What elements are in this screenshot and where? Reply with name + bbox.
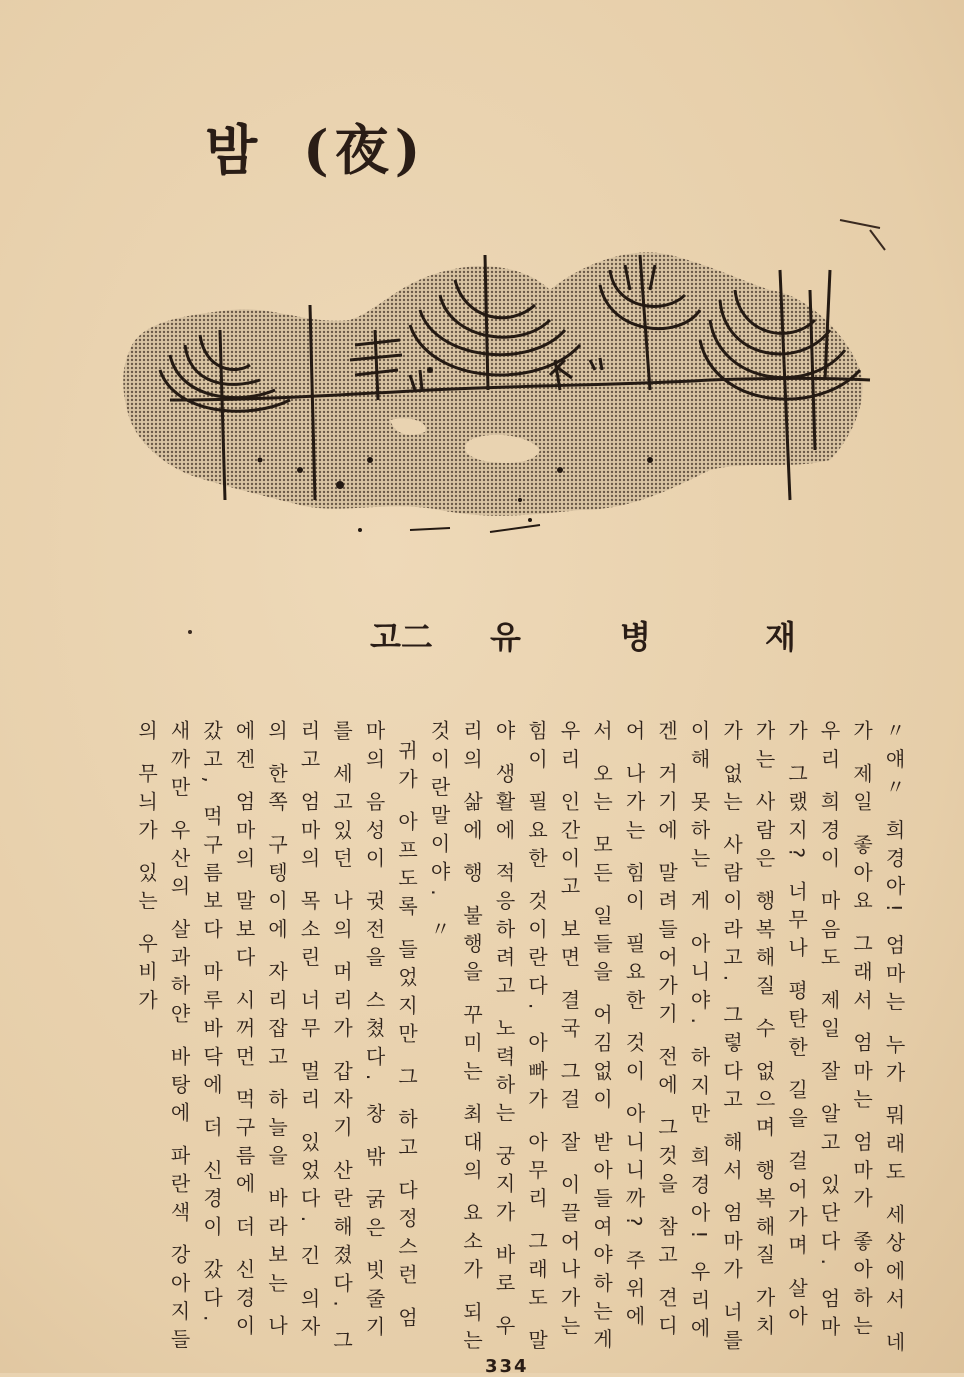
- page-title: [205, 108, 426, 185]
- night-landscape-illustration: [110, 210, 900, 550]
- body-text: [130, 720, 910, 1360]
- author-name-3: 재: [765, 618, 796, 656]
- author-name-2: 병: [620, 618, 651, 656]
- page-number: 334: [485, 1356, 529, 1377]
- vertical-text-area: [90, 720, 910, 1360]
- author-name-1: 유: [490, 618, 521, 656]
- author-grade: 고二: [370, 618, 433, 656]
- paragraph-1: 〃얘〃 희경아! 엄마는 누가 뭐래도 세상에서 네가 제일 좋아요 그래서 엄마는 엄마가 좋아하는 우리 희경이 마음도 제일 잘 알고 있단다. 엄마가 그랬지? 너무나 평탄한 길을 걸어가며 살아가는 사람은 행복해질 수 없으며 행복해질 가치가 없는 사람이라고. 그렇다고 해서 엄마가 너를 이해 못하는 게 아니야. 하지만 희경아! 우리에겐 거기에 말려들어가기 전에 그것을 참고 견디어 나가는 힘이 필요한 것이 아니니까? 주위에서 오는 모든 일들을 어김없이 받아들여야하는게 우리 인간이고 보면 결국 그걸 잘 이끌어나가는 힘이 필요한 것이란다. 아빠가 아무리 그래도 말야 생활에 적응하려고 노력하는 궁지가 바로 우리의 삶에 행 불행을 꾸미는 최대의 요소가 되는 것이란말이야. 〃: [427, 720, 906, 1360]
- decorative-dot: [188, 630, 192, 634]
- author-line: [370, 612, 820, 662]
- title-korean: 밤: [205, 118, 264, 182]
- title-hanja: (夜): [303, 118, 427, 182]
- paragraph-2: 귀가 아프도록 들었지만 그 하고 다정스런 엄마의 음성이 귓전을 스쳤다. 창 밖 굵은 빗줄기를 세고있던 나의 머리가 갑자기 산란해졌다. 그리고 엄마의 목소린 너무 멀리 있었다. 긴 의자의 한쪽 구텡이에 자리잡고 하늘을 바라보는 나에겐 엄마의 말보다 시꺼먼 먹구름에 더 신경이 갔고, 먹구름보다 마루바닥에 더 신경이 갔다. 새까만 우산의 살과하얀 바탕에 파란색 강아지들의 무늬가 있는 우비가: [134, 720, 419, 1358]
